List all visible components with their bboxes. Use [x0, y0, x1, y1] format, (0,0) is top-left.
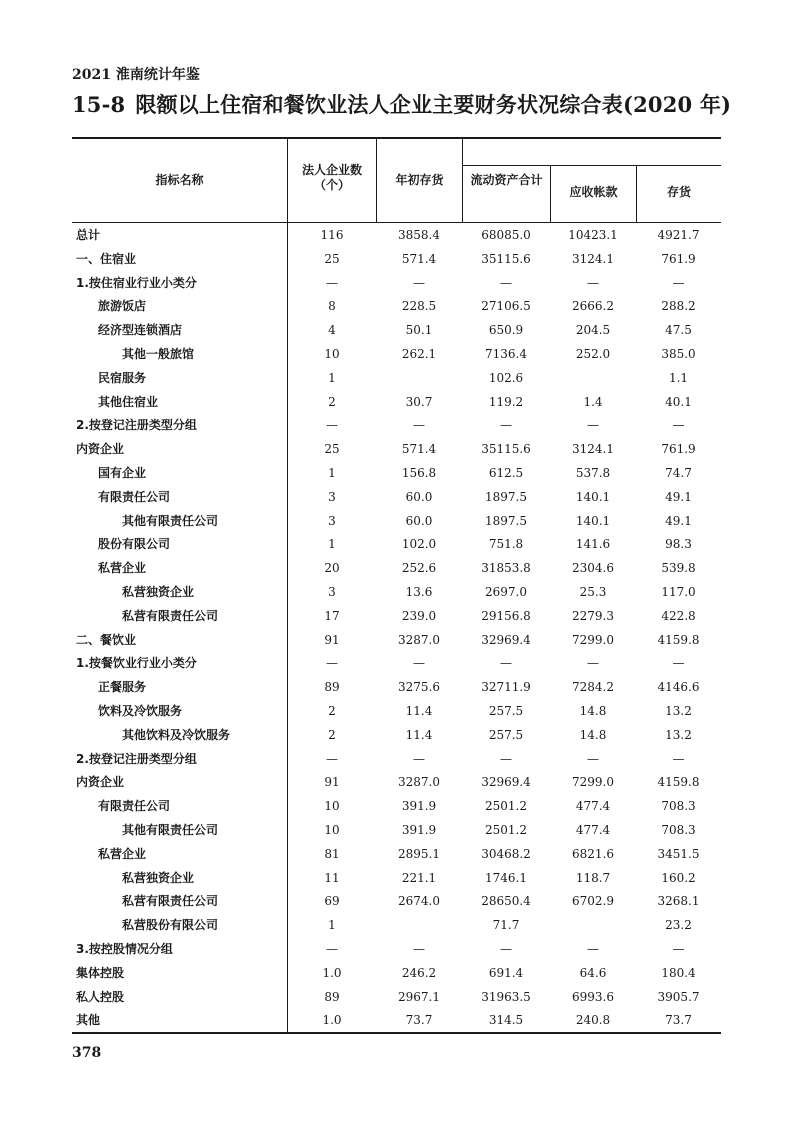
cell-receivables: 3124.1 [572, 442, 614, 457]
cell-count: 1 [328, 370, 336, 385]
cell-inventory: 3905.7 [657, 989, 700, 1004]
cell-receivables: 64.6 [579, 965, 607, 980]
cell-receivables: 141.6 [575, 537, 611, 552]
cell-current-assets: 2697.0 [485, 584, 527, 599]
cell-count: — [326, 275, 338, 290]
cell-count: 2 [328, 394, 336, 409]
cell-count: 8 [328, 299, 336, 314]
cell-current-assets: 31963.5 [481, 989, 531, 1004]
cell-receivables: 477.4 [575, 822, 611, 837]
cell-inventory: 98.3 [665, 537, 692, 552]
cell-current-assets: — [500, 275, 512, 290]
cell-current-assets: 7136.4 [485, 346, 527, 361]
cell-begin-inventory: 102.0 [401, 537, 437, 552]
cell-count: 1.0 [322, 965, 342, 980]
cell-inventory: 708.3 [661, 799, 696, 814]
header-name: 指标名称 [155, 173, 204, 187]
cell-begin-inventory: 11.4 [405, 727, 433, 742]
cell-receivables: 1.4 [583, 394, 603, 409]
cell-inventory: 761.9 [661, 442, 696, 457]
cell-count: 3 [328, 489, 336, 504]
header-inventory: 存货 [666, 185, 691, 199]
cell-receivables: 2304.6 [572, 561, 614, 576]
row-label: 股份有限公司 [98, 537, 171, 552]
row-label: 内资企业 [76, 442, 125, 457]
cell-begin-inventory: 571.4 [401, 251, 437, 266]
cell-inventory: 160.2 [661, 870, 696, 885]
cell-inventory: 49.1 [665, 513, 692, 528]
cell-inventory: 117.0 [661, 584, 696, 599]
cell-begin-inventory: 3287.0 [398, 775, 440, 790]
cell-current-assets: 650.9 [488, 323, 524, 338]
cell-current-assets: — [500, 751, 512, 766]
row-label: 一、住宿业 [76, 251, 137, 266]
cell-count: 2 [328, 727, 336, 742]
table-row [72, 675, 721, 699]
cell-current-assets: 751.8 [488, 537, 524, 552]
table-row [72, 390, 721, 414]
header-split-rule [462, 165, 721, 166]
cell-count: 17 [324, 608, 340, 623]
cell-inventory: 73.7 [665, 1013, 692, 1028]
cell-count: 3 [328, 513, 336, 528]
row-label: 民宿服务 [98, 370, 147, 385]
cell-inventory: 422.8 [661, 608, 696, 623]
cell-count: 69 [324, 894, 340, 909]
row-label: 经济型连锁酒店 [98, 323, 183, 338]
book-title: 2021 淮南统计年鉴 [72, 67, 200, 83]
cell-begin-inventory: 252.6 [401, 561, 437, 576]
table-row [72, 723, 721, 747]
table-row [72, 604, 721, 628]
row-label: 私营独资企业 [122, 584, 195, 599]
cell-begin-inventory: 30.7 [405, 394, 433, 409]
table-row [72, 485, 721, 509]
row-label: 私营企业 [98, 846, 147, 861]
row-label: 有限责任公司 [98, 489, 171, 504]
row-label: 2.按登记注册类型分组 [76, 418, 197, 433]
row-label: 私营有限责任公司 [122, 894, 219, 909]
row-label: 二、餐饮业 [76, 632, 137, 647]
cell-begin-inventory: 60.0 [405, 489, 433, 504]
row-label: 旅游饭店 [98, 299, 147, 314]
table-row [72, 699, 721, 723]
cell-receivables: 25.3 [579, 584, 607, 599]
cell-receivables: 537.8 [575, 465, 611, 480]
row-label: 2.按登记注册类型分组 [76, 751, 197, 766]
cell-count: — [326, 751, 338, 766]
cell-begin-inventory: 2895.1 [398, 846, 440, 861]
row-label: 3.按控股情况分组 [76, 941, 173, 956]
cell-begin-inventory: 3858.4 [398, 228, 440, 242]
table-row [72, 913, 721, 937]
cell-current-assets: 68085.0 [481, 228, 531, 242]
cell-current-assets: — [500, 656, 512, 671]
table-row [72, 889, 721, 913]
cell-inventory: 288.2 [661, 299, 696, 314]
cell-receivables: 140.1 [575, 513, 611, 528]
cell-receivables: 10423.1 [568, 228, 618, 242]
cell-inventory: 385.0 [661, 346, 696, 361]
header-count-line2: （个） [313, 178, 350, 192]
cell-begin-inventory: — [413, 751, 425, 766]
cell-count: 89 [324, 989, 340, 1004]
cell-receivables: 7299.0 [572, 632, 614, 647]
table-row [72, 961, 721, 985]
cell-inventory: — [672, 275, 685, 290]
cell-begin-inventory: — [413, 275, 425, 290]
cell-inventory: 3451.5 [657, 846, 700, 861]
cell-count: 3 [328, 584, 336, 599]
cell-begin-inventory: 13.6 [405, 584, 433, 599]
cell-receivables: 6993.6 [572, 989, 614, 1004]
cell-current-assets: 31853.8 [481, 561, 531, 576]
cell-begin-inventory: 2967.1 [398, 989, 440, 1004]
row-label: 其他饮料及冷饮服务 [122, 727, 231, 742]
table-row [72, 509, 721, 533]
cell-count: 116 [320, 228, 344, 242]
table-row [72, 794, 721, 818]
cell-inventory: — [672, 751, 685, 766]
cell-count: — [326, 656, 338, 671]
cell-inventory: 40.1 [665, 394, 692, 409]
table-row [72, 651, 721, 675]
cell-current-assets: 2501.2 [485, 822, 527, 837]
cell-begin-inventory: — [413, 941, 425, 956]
row-label: 国有企业 [98, 465, 147, 480]
cell-current-assets: 32969.4 [481, 775, 531, 790]
cell-receivables: — [587, 418, 599, 433]
cell-count: 1 [328, 465, 336, 480]
cell-receivables: 6702.9 [572, 894, 614, 909]
row-label: 私营有限责任公司 [122, 608, 219, 623]
cell-inventory: — [672, 418, 685, 433]
row-label: 其他有限责任公司 [122, 822, 219, 837]
cell-current-assets: 1746.1 [485, 870, 527, 885]
cell-current-assets: 28650.4 [481, 894, 531, 909]
cell-receivables: 204.5 [575, 323, 611, 338]
row-label: 私营股份有限公司 [122, 918, 219, 933]
cell-current-assets: 30468.2 [481, 846, 531, 861]
cell-current-assets: 1897.5 [485, 489, 527, 504]
cell-begin-inventory: 73.7 [405, 1013, 433, 1028]
cell-begin-inventory: 391.9 [401, 799, 437, 814]
row-label: 内资企业 [76, 775, 125, 790]
cell-count: 1 [328, 918, 336, 933]
cell-count: 25 [324, 251, 340, 266]
table-row [72, 532, 721, 556]
cell-current-assets: 71.7 [492, 918, 520, 933]
cell-receivables: — [587, 275, 599, 290]
cell-current-assets: — [500, 418, 512, 433]
row-label: 饮料及冷饮服务 [98, 703, 183, 718]
table-row [72, 770, 721, 794]
cell-count: 11 [324, 870, 340, 885]
cell-receivables: — [587, 751, 599, 766]
cell-current-assets: 314.5 [488, 1013, 524, 1028]
table-row [72, 366, 721, 390]
cell-count: — [326, 418, 338, 433]
cell-begin-inventory: 391.9 [401, 822, 437, 837]
cell-count: — [326, 941, 338, 956]
cell-receivables: 2666.2 [572, 299, 614, 314]
cell-begin-inventory: 239.0 [401, 608, 437, 623]
cell-begin-inventory: 60.0 [405, 513, 433, 528]
cell-inventory: 180.4 [661, 965, 696, 980]
cell-count: 91 [324, 632, 340, 647]
row-label: 有限责任公司 [98, 799, 171, 814]
table-row [72, 271, 721, 295]
cell-count: 81 [324, 846, 340, 861]
cell-receivables: 7299.0 [572, 775, 614, 790]
cell-count: 4 [328, 323, 336, 338]
cell-current-assets: 35115.6 [481, 251, 531, 266]
cell-receivables: 7284.2 [572, 680, 614, 695]
row-label: 其他有限责任公司 [122, 513, 219, 528]
table-top-rule [72, 137, 721, 139]
cell-current-assets: 27106.5 [481, 299, 531, 314]
cell-begin-inventory: 2674.0 [398, 894, 440, 909]
cell-current-assets: 1897.5 [485, 513, 527, 528]
cell-begin-inventory: — [413, 656, 425, 671]
cell-begin-inventory: 11.4 [405, 703, 433, 718]
cell-inventory: 13.2 [665, 727, 692, 742]
cell-receivables: 240.8 [575, 1013, 611, 1028]
table-number: 15-8 [72, 92, 126, 117]
header-receivables: 应收帐款 [569, 185, 618, 199]
cell-count: 1.0 [322, 1013, 342, 1028]
table-row [72, 294, 721, 318]
table-row [72, 842, 721, 866]
table-row [72, 437, 721, 461]
table-row [72, 818, 721, 842]
table-row [72, 223, 721, 247]
cell-begin-inventory: 571.4 [401, 442, 437, 457]
cell-begin-inventory: 228.5 [401, 299, 437, 314]
page-title [72, 89, 731, 119]
header-begin-inventory: 年初存货 [395, 173, 444, 187]
cell-current-assets: 691.4 [488, 965, 524, 980]
cell-current-assets: — [500, 941, 512, 956]
cell-inventory: 1.1 [668, 370, 689, 385]
cell-current-assets: 32711.9 [481, 680, 531, 695]
table-row [72, 628, 721, 652]
cell-inventory: 708.3 [661, 822, 696, 837]
cell-begin-inventory: 50.1 [405, 323, 433, 338]
cell-current-assets: 2501.2 [485, 799, 527, 814]
cell-count: 10 [324, 799, 340, 814]
row-label: 1.按住宿业行业小类分 [76, 275, 197, 290]
row-label: 私营企业 [98, 561, 147, 576]
table-body [72, 223, 721, 1032]
cell-current-assets: 35115.6 [481, 442, 531, 457]
cell-current-assets: 32969.4 [481, 632, 531, 647]
cell-receivables: 2279.3 [572, 608, 614, 623]
cell-current-assets: 29156.8 [481, 608, 531, 623]
row-label: 其他一般旅馆 [122, 346, 195, 361]
table-row [72, 247, 721, 271]
table-bottom-rule [72, 1032, 721, 1034]
cell-receivables: 3124.1 [572, 251, 614, 266]
table-row [72, 1008, 721, 1032]
row-label: 1.按餐饮业行业小类分 [76, 656, 197, 671]
cell-receivables: 118.7 [575, 870, 611, 885]
cell-count: 91 [324, 775, 340, 790]
row-label: 私人控股 [76, 989, 125, 1004]
cell-receivables: 14.8 [579, 727, 607, 742]
cell-inventory: 539.8 [661, 561, 696, 576]
cell-receivables: — [587, 656, 599, 671]
cell-receivables: 252.0 [575, 346, 611, 361]
row-label: 总计 [76, 228, 101, 242]
cell-inventory: 74.7 [665, 465, 692, 480]
cell-receivables: 140.1 [575, 489, 611, 504]
cell-receivables: — [587, 941, 599, 956]
cell-inventory: 47.5 [665, 323, 692, 338]
cell-inventory: 23.2 [665, 918, 692, 933]
cell-count: 1 [328, 537, 336, 552]
header-count-line1: 法人企业数 [301, 163, 362, 177]
cell-begin-inventory: — [413, 418, 425, 433]
row-label: 私营独资企业 [122, 870, 195, 885]
table-row [72, 413, 721, 437]
cell-begin-inventory: 3275.6 [398, 680, 440, 695]
cell-receivables: 14.8 [579, 703, 607, 718]
header-count [288, 163, 376, 193]
cell-count: 89 [324, 680, 340, 695]
cell-count: 20 [324, 561, 340, 576]
cell-inventory: — [672, 656, 685, 671]
cell-inventory: 4159.8 [657, 775, 700, 790]
cell-current-assets: 257.5 [488, 703, 524, 718]
row-label: 其他住宿业 [98, 394, 159, 409]
cell-begin-inventory: 246.2 [401, 965, 437, 980]
table-row [72, 985, 721, 1009]
cell-inventory: 3268.1 [657, 894, 700, 909]
cell-begin-inventory: 221.1 [401, 870, 437, 885]
cell-inventory: 13.2 [665, 703, 692, 718]
table-row [72, 937, 721, 961]
cell-inventory: 4159.8 [657, 632, 700, 647]
cell-count: 10 [324, 822, 340, 837]
table-row [72, 866, 721, 890]
page-number: 378 [72, 1045, 102, 1061]
table-row [72, 556, 721, 580]
cell-inventory: 761.9 [661, 251, 696, 266]
cell-current-assets: 119.2 [488, 394, 524, 409]
row-label: 正餐服务 [98, 680, 147, 695]
table-row [72, 580, 721, 604]
table-row [72, 318, 721, 342]
cell-receivables: 6821.6 [572, 846, 614, 861]
cell-count: 2 [328, 703, 336, 718]
cell-inventory: 4921.7 [657, 228, 700, 242]
cell-begin-inventory: 262.1 [401, 346, 437, 361]
cell-count: 25 [324, 442, 340, 457]
financial-table [72, 137, 721, 1035]
row-label: 其他 [76, 1013, 101, 1028]
cell-receivables: 477.4 [575, 799, 611, 814]
cell-inventory: 49.1 [665, 489, 692, 504]
table-row [72, 461, 721, 485]
cell-inventory: — [672, 941, 685, 956]
header-current-assets: 流动资产合计 [470, 173, 543, 187]
cell-count: 10 [324, 346, 340, 361]
table-row [72, 747, 721, 771]
table-row [72, 342, 721, 366]
cell-inventory: 4146.6 [657, 680, 700, 695]
cell-begin-inventory: 3287.0 [398, 632, 440, 647]
row-label: 集体控股 [76, 965, 125, 980]
table-title: 限额以上住宿和餐饮业法人企业主要财务状况综合表(2020 年) [135, 92, 732, 117]
cell-current-assets: 612.5 [488, 465, 524, 480]
cell-begin-inventory: 156.8 [401, 465, 437, 480]
cell-current-assets: 102.6 [488, 370, 524, 385]
cell-current-assets: 257.5 [488, 727, 524, 742]
